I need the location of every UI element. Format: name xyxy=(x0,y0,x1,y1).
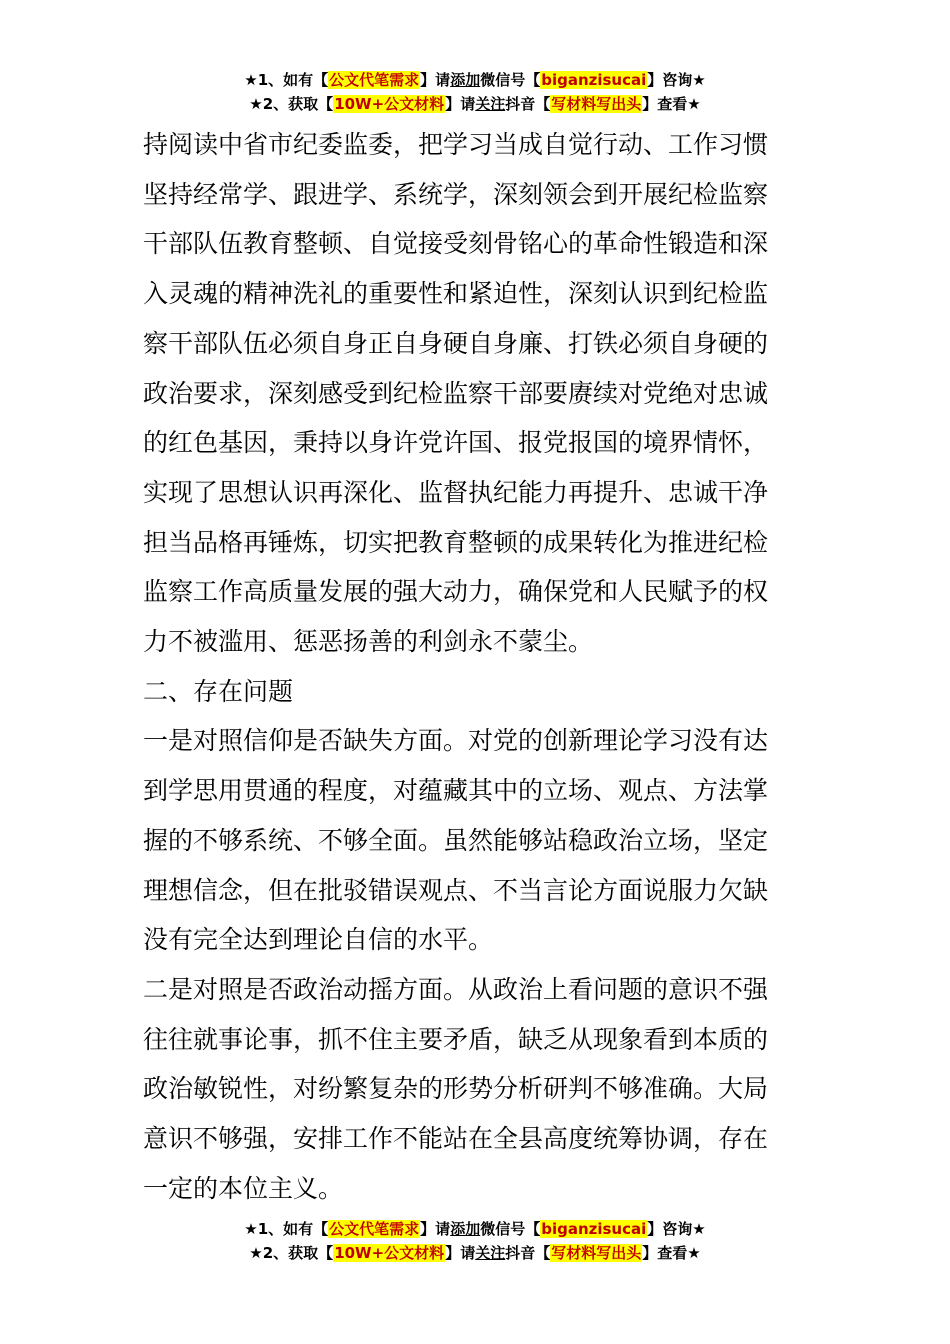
footer-banner xyxy=(0,1217,950,1265)
text-line: 一是对照信仰是否缺失方面。对党的创新理论学习没有达 xyxy=(143,726,769,756)
text-line: 没有完全达到理论自信的水平。 xyxy=(143,925,494,955)
text-line: 入灵魂的精神洗礼的重要性和紧迫性，深刻认识到纪检监 xyxy=(143,279,769,309)
text-line: 意识不够强，安排工作不能站在全县高度统筹协调，存在 xyxy=(143,1124,769,1154)
banner-line-1: ★1、如有【公文代笔需求】请添加微信号【biganzisucai】咨询★ xyxy=(244,1220,706,1238)
banner-line-1: ★1、如有【公文代笔需求】请添加微信号【biganzisucai】咨询★ xyxy=(244,71,706,89)
text-line: 干部队伍教育整顿、自觉接受刻骨铭心的革命性锻造和深 xyxy=(143,229,769,259)
text-line: 坚持经常学、跟进学、系统学，深刻领会到开展纪检监察 xyxy=(143,179,769,209)
text-line: 的红色基因，秉持以身许党许国、报党报国的境界情怀， xyxy=(143,428,769,458)
text-line: 二是对照是否政治动摇方面。从政治上看问题的意识不强 xyxy=(143,974,769,1004)
text-line: 实现了思想认识再深化、监督执纪能力再提升、忠诚干净 xyxy=(143,477,769,507)
highlight-materials: 10W+公文材料 xyxy=(334,95,445,113)
header-banner xyxy=(0,68,950,116)
text-line: 政治要求，深刻感受到纪检监察干部要赓续对党绝对忠诚 xyxy=(143,378,769,408)
section-heading: 二、存在问题 xyxy=(143,676,294,706)
highlight-douyin-account: 写材料写出头 xyxy=(551,1244,642,1262)
highlight-service: 公文代笔需求 xyxy=(329,71,420,89)
text-line: 政治敏锐性，对纷繁复杂的形势分析研判不够准确。大局 xyxy=(143,1074,769,1104)
text-line: 担当品格再锤炼，切实把教育整顿的成果转化为推进纪检 xyxy=(143,527,769,557)
text-line: 到学思用贯通的程度，对蕴藏其中的立场、观点、方法掌 xyxy=(143,776,769,806)
banner-line-2: ★2、获取【10W+公文材料】请关注抖音【写材料写出头】查看★ xyxy=(249,1244,701,1262)
highlight-materials: 10W+公文材料 xyxy=(334,1244,445,1262)
text-line: 监察工作高质量发展的强大动力，确保党和人民赋予的权 xyxy=(143,577,769,607)
text-line: 力不被滥用、惩恶扬善的利剑永不蒙尘。 xyxy=(143,627,594,657)
text-line: 一定的本位主义。 xyxy=(143,1173,344,1203)
text-line: 握的不够系统、不够全面。虽然能够站稳政治立场，坚定 xyxy=(143,825,769,855)
text-line: 察干部队伍必须自身正自身硬自身廉、打铁必须自身硬的 xyxy=(143,328,769,358)
banner-line-2: ★2、获取【10W+公文材料】请关注抖音【写材料写出头】查看★ xyxy=(249,95,701,113)
document-body xyxy=(143,120,811,1213)
text-line: 往往就事论事，抓不住主要矛盾，缺乏从现象看到本质的 xyxy=(143,1024,769,1054)
text-line: 理想信念，但在批驳错误观点、不当言论方面说服力欠缺 xyxy=(143,875,769,905)
text-line: 持阅读中省市纪委监委，把学习当成自觉行动、工作习惯 xyxy=(143,130,769,159)
highlight-wechat-id: biganzisucai xyxy=(541,1220,647,1238)
highlight-service: 公文代笔需求 xyxy=(329,1220,420,1238)
highlight-douyin-account: 写材料写出头 xyxy=(551,95,642,113)
highlight-wechat-id: biganzisucai xyxy=(541,71,647,89)
